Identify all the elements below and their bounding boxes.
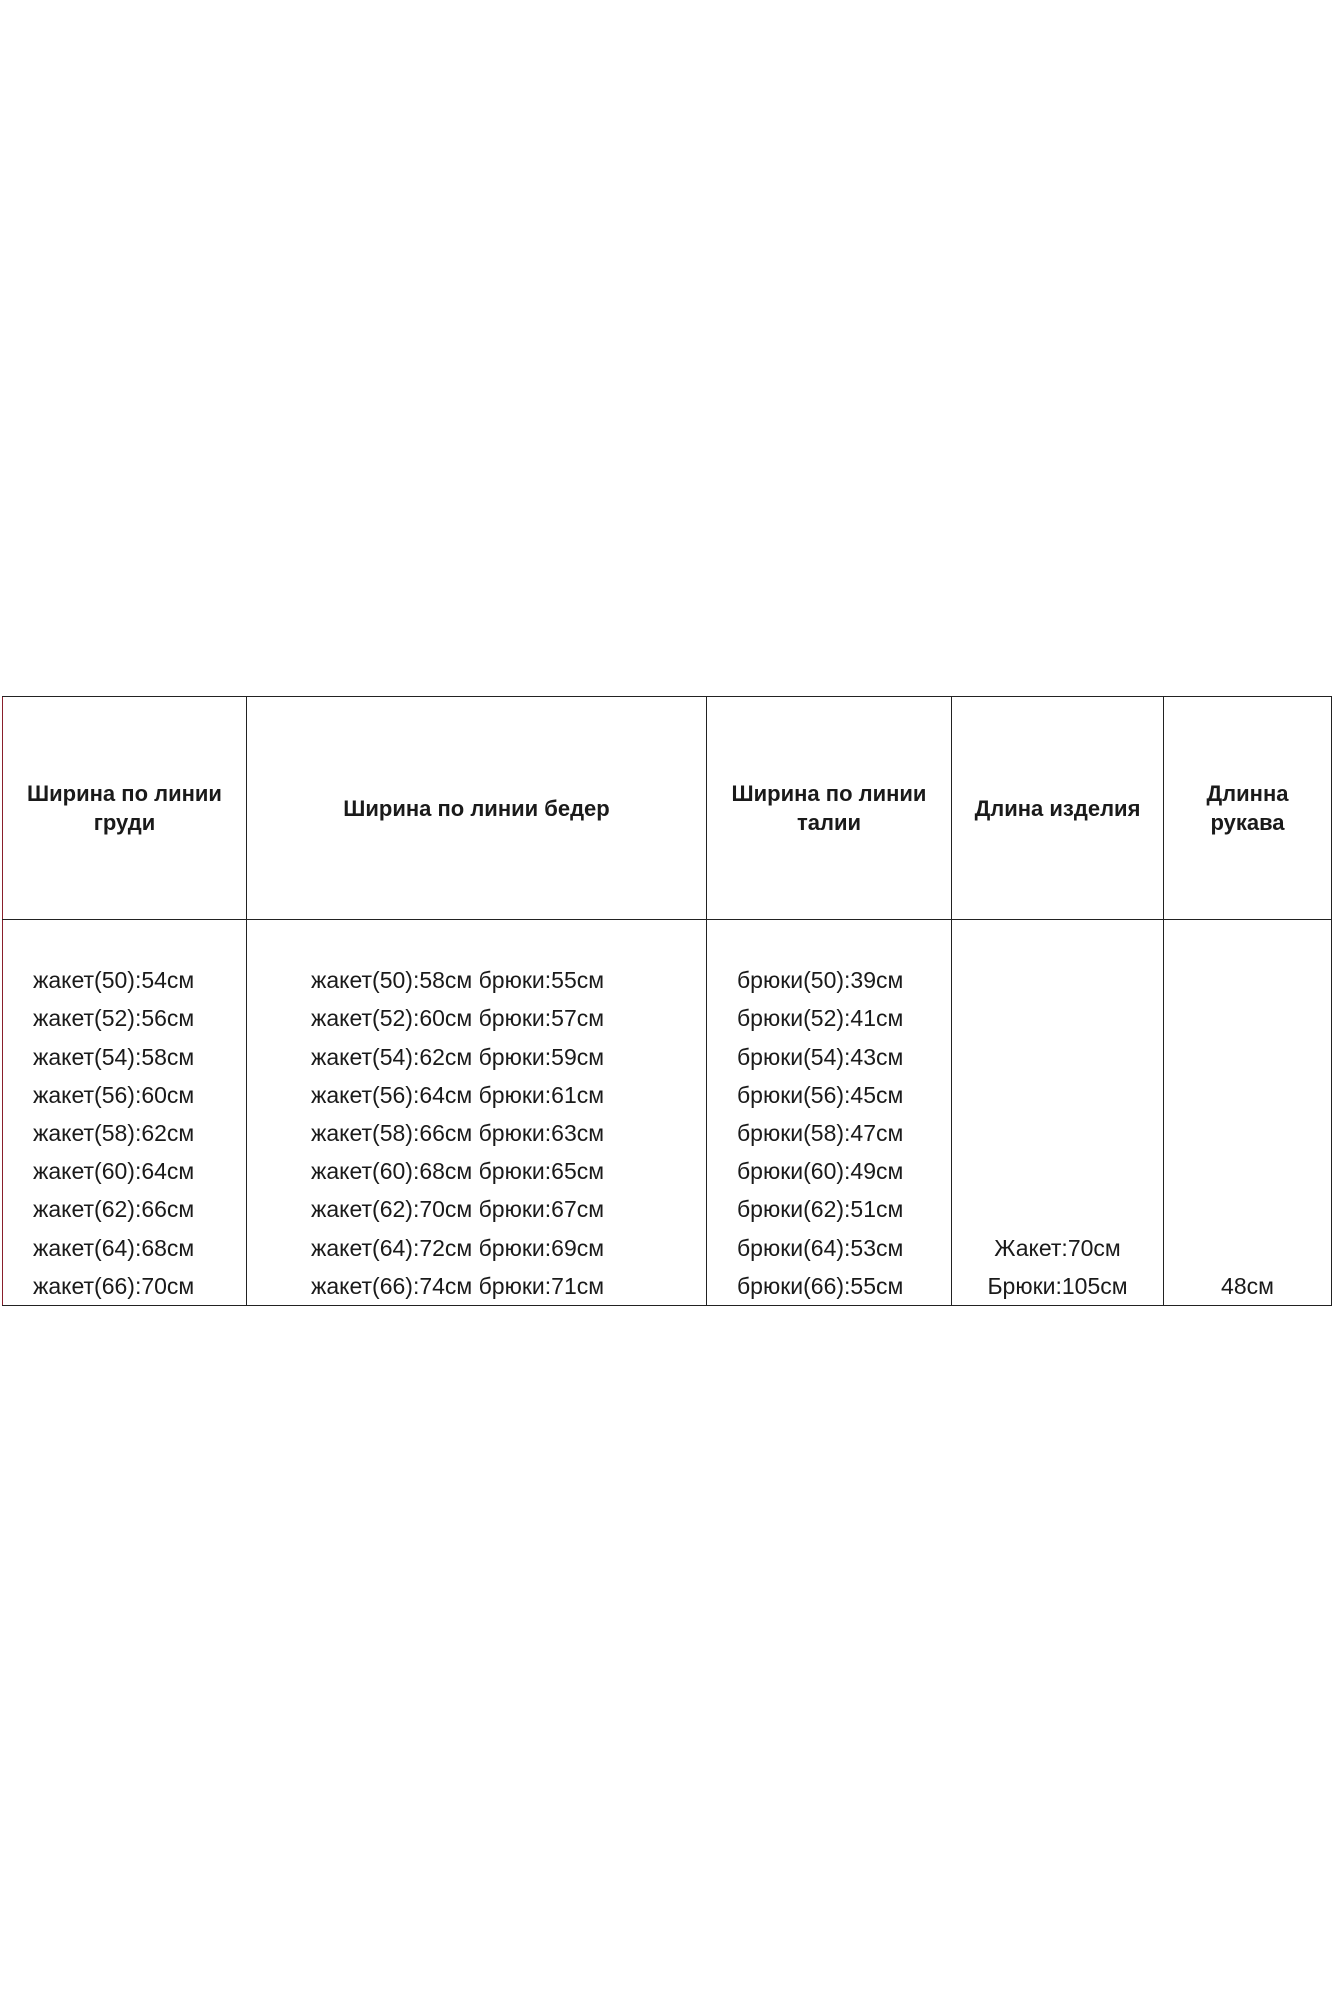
hip-value: жакет(60):68см брюки:65см	[311, 1158, 605, 1185]
chest-value: жакет(54):58см	[33, 1043, 195, 1070]
header-chest-line-2: груди	[93, 810, 156, 835]
chest-values-cell	[3, 920, 247, 1306]
waist-value: брюки(52):41см	[737, 1005, 904, 1032]
chest-value: жакет(56):60см	[33, 1081, 195, 1108]
chest-value: жакет(52):56см	[33, 1005, 195, 1032]
sleeve-value: 48см	[1221, 1272, 1274, 1299]
size-chart-table	[2, 696, 1332, 1306]
hip-value: жакет(56):64см брюки:61см	[311, 1081, 605, 1108]
length-value-jacket: Жакет:70см	[994, 1234, 1121, 1261]
hip-value: жакет(58):66см брюки:63см	[311, 1119, 605, 1146]
header-hip-width	[247, 697, 707, 920]
hip-value: жакет(64):72см брюки:69см	[311, 1234, 605, 1261]
hip-value: жакет(50):58см брюки:55см	[311, 967, 605, 994]
header-hips-line-1: Ширина по линии бедер	[343, 795, 610, 821]
hip-value: жакет(54):62см брюки:59см	[311, 1043, 605, 1070]
waist-values-cell	[707, 920, 952, 1306]
length-value-trousers: Брюки:105см	[987, 1272, 1128, 1299]
waist-value: брюки(58):47см	[737, 1119, 904, 1146]
hip-value: жакет(66):74см брюки:71см	[311, 1272, 605, 1299]
waist-value: брюки(54):43см	[737, 1043, 904, 1070]
header-waist-width	[707, 697, 952, 920]
header-chest-width	[3, 697, 247, 920]
chest-value: жакет(66):70см	[33, 1272, 195, 1299]
chest-value: жакет(62):66см	[33, 1196, 195, 1223]
hip-value: жакет(52):60см брюки:57см	[311, 1005, 605, 1032]
table-body-row	[3, 920, 1332, 1306]
header-sleeve-line-2: рукава	[1210, 810, 1285, 835]
header-sleeve-length	[1164, 697, 1332, 920]
length-values-cell	[952, 920, 1164, 1306]
header-chest-line-1: Ширина по линии	[27, 781, 222, 806]
waist-value: брюки(62):51см	[737, 1196, 904, 1223]
chest-value: жакет(64):68см	[33, 1234, 195, 1261]
chest-value: жакет(60):64см	[33, 1158, 195, 1185]
waist-value: брюки(66):55см	[737, 1272, 904, 1299]
sleeve-values-cell	[1164, 920, 1332, 1306]
waist-value: брюки(64):53см	[737, 1234, 904, 1261]
header-garment-length	[952, 697, 1164, 920]
hip-values-cell	[247, 920, 707, 1306]
header-waist-line-2: талии	[796, 810, 862, 835]
waist-value: брюки(56):45см	[737, 1081, 904, 1108]
header-sleeve-line-1: Длинна	[1206, 781, 1289, 806]
chest-value: жакет(50):54см	[33, 967, 195, 994]
table-header-row	[3, 697, 1332, 920]
chest-value: жакет(58):62см	[33, 1119, 195, 1146]
waist-value: брюки(50):39см	[737, 967, 904, 994]
header-waist-line-1: Ширина по линии	[731, 781, 927, 806]
hip-value: жакет(62):70см брюки:67см	[311, 1196, 605, 1223]
waist-value: брюки(60):49см	[737, 1158, 904, 1185]
header-length-line-1: Длина изделия	[974, 795, 1141, 821]
